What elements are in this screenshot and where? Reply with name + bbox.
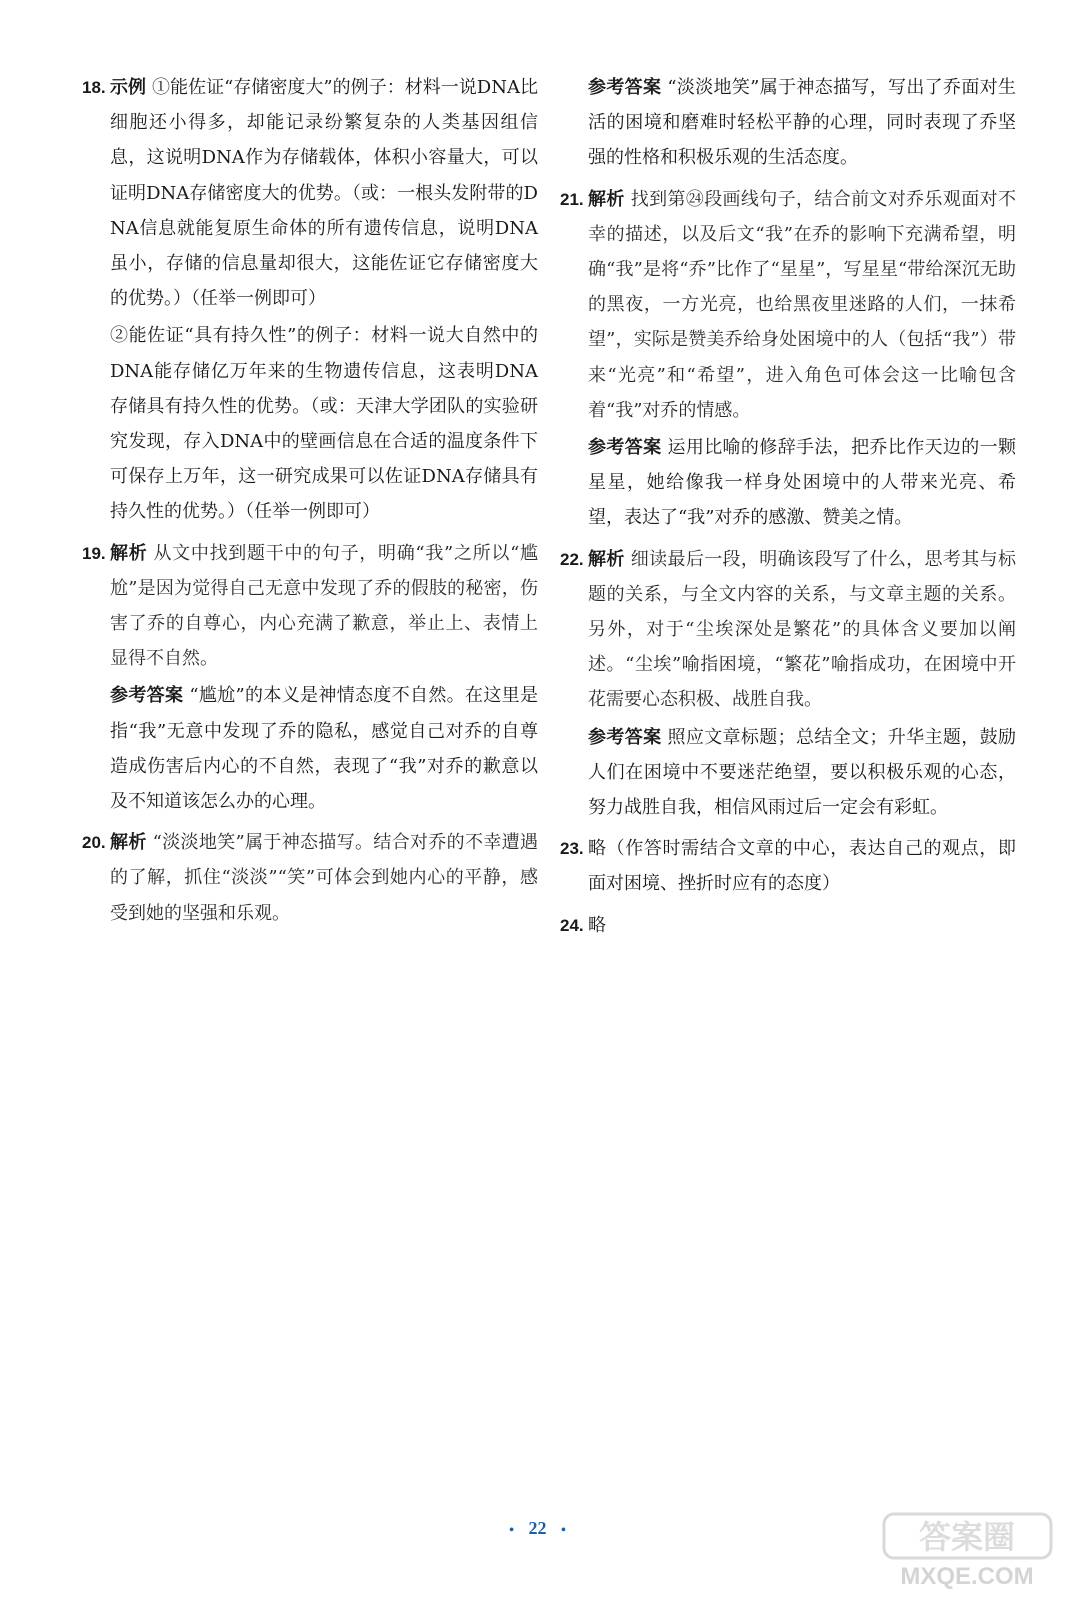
answer-item: [560, 908, 1016, 943]
answer-item: [82, 825, 538, 931]
answer-item: [560, 70, 1016, 176]
answer-item: [82, 70, 538, 530]
answer-paragraph: [560, 908, 1016, 943]
answer-paragraph: [82, 825, 538, 931]
question-number: 22.: [560, 549, 584, 569]
answer-paragraph: [560, 831, 1016, 901]
question-number: 18.: [82, 78, 106, 97]
page-number-dot-right: •: [561, 1523, 566, 1538]
right-column: [560, 70, 1016, 949]
answer-label: 解析: [110, 542, 148, 564]
watermark-url: MXQE.COM: [900, 1563, 1034, 1590]
answer-text: 找到第㉔段画线句子，结合前文对乔乐观面对不幸的描述，以及后文“我”在乔的影响下充满希望，明确“我”是将“乔”比作了“星星”，写星星“带给深沉无助的黑夜，一方光亮，也给黑夜里迷路的人们，一抹希望”，实际是赞美乔给身处困境中的人（包括“我”）带来“光亮”和“希望”，进入角色可体会这一比喻包含着“我”对乔的情感。: [588, 188, 1017, 421]
answer-text: 细读最后一段，明确该段写了什么，思考其与标题的关系，与全文内容的关系，与文章主题的关系。另外，对于“尘埃深处是繁花”的具体含义要加以阐述。“尘埃”喻指困境，“繁花”喻指成功，在困境中开花需要心态积极、战胜自我。: [588, 548, 1017, 711]
answer-label: 参考答案: [588, 437, 662, 459]
answer-text: ②能佐证“具有持久性”的例子：材料一说大自然中的DNA能存储亿万年来的生物遗传信息，这表明DNA存储具有持久性的优势。（或：天津大学团队的实验研究发现，存入DNA中的壁画信息在合适的温度条件下可保存上万年，这一研究成果可以佐证DNA存储具有持久性的优势。）（任举一例即可）: [110, 325, 538, 523]
left-column: [82, 70, 538, 937]
answer-item: [560, 542, 1016, 826]
question-number: 24.: [560, 915, 584, 935]
answer-item: [560, 182, 1016, 536]
answer-text: “淡淡地笑”属于神态描写。结合对乔的不幸遭遇的了解，抓住“淡淡”“笑”可体会到她内心的平静，感受到她的坚强和乐观。: [110, 832, 539, 924]
answer-paragraph: [560, 430, 1016, 536]
answer-label: 解析: [588, 188, 625, 210]
answer-paragraph: [82, 678, 538, 819]
answer-label: 解析: [588, 548, 625, 570]
answer-text: “淡淡地笑”属于神态描写，写出了乔面对生活的困境和磨难时轻松平静的心理，同时表现了乔坚强的性格和积极乐观的生活态度。: [588, 77, 1017, 169]
page-number-value: 22: [528, 1518, 547, 1538]
answer-text: 运用比喻的修辞手法，把乔比作天边的一颗星星，她给像我一样身处困境中的人带来光亮、希望，表达了“我”对乔的感激、赞美之情。: [588, 437, 1017, 529]
answer-paragraph: [82, 318, 538, 529]
answer-item: [560, 831, 1016, 901]
answer-text: 照应文章标题；总结全文；升华主题，鼓励人们在困境中不要迷茫绝望，要以积极乐观的心态，努力战胜自我，相信风雨过后一定会有彩虹。: [588, 726, 1017, 819]
answer-label: 参考答案: [110, 685, 184, 707]
answer-label: 参考答案: [588, 77, 662, 98]
watermark-logo: [880, 1510, 1055, 1590]
question-number: 23.: [560, 839, 584, 859]
answer-text: 略: [588, 914, 606, 936]
answer-text: 略（作答时需结合文章的中心，表达自己的观点，即面对困境、挫折时应有的态度）: [588, 838, 1016, 895]
watermark-logo-text: 答案圈: [918, 1518, 1016, 1556]
answer-label: 示例: [110, 77, 147, 98]
answer-paragraph: [82, 70, 538, 316]
question-number: 19.: [82, 543, 106, 563]
answer-text: 从文中找到题干中的句子，明确“我”之所以“尴尬”是因为觉得自己无意中发现了乔的假肢的秘密，伤害了乔的自尊心，内心充满了歉意，举止上、表情上显得不自然。: [110, 542, 539, 670]
answer-paragraph: [560, 720, 1016, 826]
answer-item: [82, 536, 538, 820]
answer-paragraph: [82, 536, 538, 677]
watermark-graphic: [880, 1510, 1055, 1590]
answer-paragraph: [560, 182, 1016, 428]
page-number-dot-left: •: [509, 1523, 514, 1538]
question-number: 20.: [82, 833, 106, 853]
answer-text: ①能佐证“存储密度大”的例子：材料一说DNA比细胞还小得多，却能记录纷繁复杂的人类基因组信息，这说明DNA作为存储载体，体积小容量大，可以证明DNA存储密度大的优势。（或：一根头发附带的DNA信息就能复原生命体的所有遗传信息，说明DNA虽小，存储的信息量却很大，这能佐证它存储密度大的优势。）（任举一例即可）: [110, 77, 538, 310]
question-number: 21.: [560, 189, 584, 209]
answer-paragraph: [560, 70, 1016, 176]
answer-label: 参考答案: [588, 726, 662, 748]
answer-paragraph: [560, 542, 1016, 718]
answer-text: “尴尬”的本义是神情态度不自然。在这里是指“我”无意中发现了乔的隐私，感觉自己对乔的自尊造成伤害后内心的不自然，表现了“我”对乔的歉意以及不知道该怎么办的心理。: [110, 685, 539, 813]
answer-label: 解析: [110, 832, 147, 854]
